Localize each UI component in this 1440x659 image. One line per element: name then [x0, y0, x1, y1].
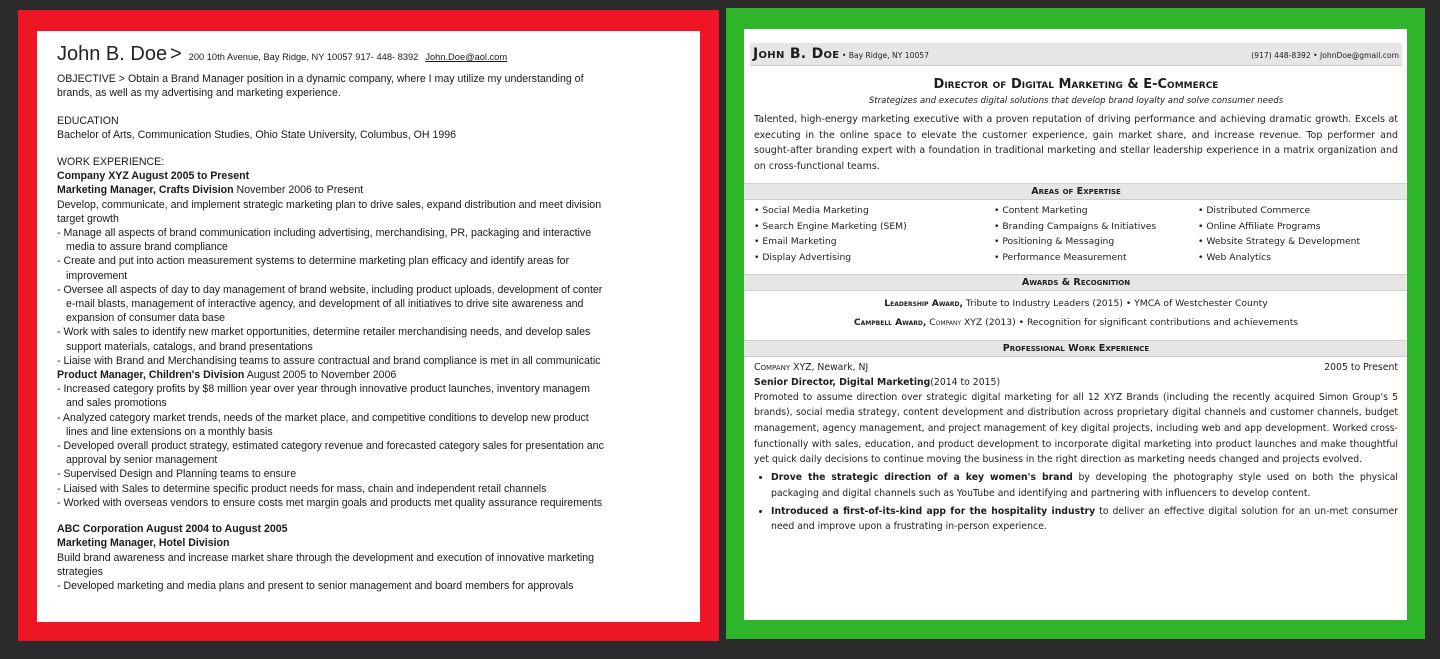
list-item	[57, 254, 697, 282]
text-line: - Liaise with Brand and Merchandising teams to assure contractual and brand compliance is met in all communicatic	[57, 354, 601, 367]
areas-column	[754, 203, 994, 266]
left-arrow: >	[170, 43, 182, 65]
list-item	[57, 283, 697, 326]
text-line: support materials, catalogs, and brand presentations	[66, 340, 313, 353]
right-location: • Bay Ridge, NY 10057	[839, 51, 929, 60]
award-2-company: Company	[926, 316, 962, 328]
text-line: - Analyzed category market trends, needs of the market place, and competitive conditions to develop new product	[57, 411, 589, 424]
text-line: e-mail blasts, management of interactive agency, and development of all initiatives to drive site awareness and	[66, 298, 584, 311]
award-1-name: Leadership Award,	[884, 297, 963, 309]
right-company-sc: Company	[754, 361, 791, 373]
list-item	[57, 226, 697, 254]
text-line: - Supervised Design and Planning teams to ensure	[57, 468, 297, 481]
awards-heading: Awards & Recognition	[744, 274, 1407, 291]
bad-resume-page	[37, 31, 700, 622]
left-role-1-bullets	[57, 226, 697, 368]
award-1	[754, 294, 1398, 313]
award-2-text: XYZ (2013) • Recognition for significant contributions and achievements	[961, 316, 1299, 328]
good-resume-frame	[726, 8, 1425, 639]
text-line: - Work with sales to identify new market opportunities, determine retailer merchandising needs, and develop sales	[57, 326, 591, 339]
list-item: • Performance Measurement	[994, 251, 1127, 263]
list-item	[771, 504, 1398, 535]
left-role-3-title: Marketing Manager, Hotel Division	[57, 537, 230, 550]
left-role-2-title: Product Manager, Children's Division	[57, 369, 245, 382]
list-item	[57, 467, 697, 481]
right-role-row	[754, 375, 1398, 390]
list-item: • Email Marketing	[754, 236, 837, 248]
left-role-2-dates: August 2005 to November 2006	[244, 369, 397, 382]
award-2	[754, 313, 1398, 332]
left-education-heading: EDUCATION	[57, 114, 119, 127]
list-item	[57, 354, 697, 368]
text-line: - Worked with overseas vendors to ensure costs met margin goals and products met quality assurance requirements	[57, 496, 603, 509]
text-line: target growth	[57, 212, 119, 225]
left-header	[57, 43, 700, 65]
text-line: and sales promotions	[66, 397, 167, 410]
text-line: - Create and put into action measurement systems to determine marketing plan efficacy and identify areas for	[57, 255, 570, 268]
text-line: lines and line extensions on a monthly basis	[66, 425, 273, 438]
right-summary: Talented, high-energy marketing executive with a proven reputation of driving performance and achieving dramatic growth. Excels at executing in the online space to elevate the customer experience, gain market share, and increase revenue. Top performer and sought-after branding expert with a foundation in traditional marketing and stellar leadership experience in a matrix organization and on cross-functional teams.	[754, 114, 1398, 173]
list-item: • Positioning & Messaging	[994, 236, 1115, 248]
right-name: John B. Doe	[753, 46, 840, 62]
list-item	[57, 325, 697, 353]
list-item: • Web Analytics	[1198, 251, 1272, 263]
bullet-1-bold: Drove the strategic direction of a key women's brand	[771, 472, 1073, 484]
left-role-3-intro	[57, 551, 697, 579]
right-phone-email: (917) 448-8392 • JohnDoe@gmail.com	[1251, 51, 1399, 60]
text-line: strategies	[57, 565, 103, 578]
bullet-1-text: by developing the photography style used on both the physical packaging and digital channels such as YouTube and identifying and partnering with influencers to develop content.	[771, 472, 1398, 499]
right-company-row	[754, 360, 1398, 375]
award-1-text: Tribute to Industry Leaders (2015) • YMCA of Westchester County	[962, 297, 1268, 309]
right-name-block	[753, 43, 929, 67]
right-company-rest: XYZ, Newark, NJ	[790, 361, 869, 373]
left-email-link[interactable]: John.Doe@aol.com	[425, 52, 508, 62]
good-resume-page	[744, 29, 1407, 620]
left-role-1-title: Marketing Manager, Crafts Division	[57, 184, 234, 197]
list-item: • Distributed Commerce	[1198, 204, 1311, 216]
text-line: approval by senior management	[66, 454, 218, 467]
experience-heading: Professional Work Experience	[744, 340, 1407, 357]
areas-column	[994, 203, 1198, 266]
list-item: • Website Strategy & Development	[1198, 236, 1361, 248]
text-line: expansion of consumer data base	[66, 312, 226, 325]
bad-resume-frame	[18, 10, 719, 641]
right-company-dates: 2005 to Present	[1324, 361, 1398, 373]
right-role-title: Senior Director, Digital Marketing	[754, 376, 931, 388]
text-line: - Developed overall product strategy, estimated category revenue and forecasted category sales for presentation anc	[57, 440, 604, 453]
right-title: Director of Digital Marketing & E-Commerce	[933, 77, 1219, 92]
right-tagline: Strategizes and executes digital solutions that develop brand loyalty and solve consumer needs	[868, 96, 1284, 106]
left-work-heading: WORK EXPERIENCE:	[57, 156, 165, 169]
text-line: media to assure brand compliance	[66, 241, 228, 254]
left-education: Bachelor of Arts, Communication Studies, Ohio State University, Columbus, OH 1996	[57, 128, 457, 141]
right-company	[754, 360, 868, 375]
list-item: • Social Media Marketing	[754, 204, 869, 216]
areas-heading: Areas of Expertise	[744, 183, 1407, 200]
left-role-1	[57, 183, 697, 197]
list-item: • Content Marketing	[994, 204, 1088, 216]
list-item	[771, 470, 1398, 501]
text-line: improvement	[66, 269, 128, 282]
list-item: - Developed marketing and media plans and present to senior management and board members for approvals	[57, 579, 574, 592]
left-role-1-dates: November 2006 to Present	[233, 184, 364, 197]
text-line: - Liaised with Sales to determine specific product needs for mass, chain and independent retail channels	[57, 482, 547, 495]
text-line: Build brand awareness and increase market share through the development and execution of innovative marketing	[57, 551, 595, 564]
right-achievements	[754, 470, 1398, 535]
list-item	[57, 411, 697, 439]
list-item	[57, 482, 697, 496]
text-line: - Manage all aspects of brand communication including advertising, merchandising, PR, packaging and interactive	[57, 227, 592, 240]
right-role-dates: (2014 to 2015)	[930, 376, 1001, 388]
right-header	[750, 43, 1402, 66]
award-2-name: Campbell Award,	[853, 316, 927, 328]
left-company-2: ABC Corporation August 2004 to August 2005	[57, 523, 288, 536]
left-role-1-intro	[57, 198, 697, 226]
list-item: • Branding Campaigns & Initiatives	[994, 220, 1157, 232]
left-contact: 200 10th Avenue, Bay Ridge, NY 10057 917- 448- 8392	[188, 52, 419, 62]
list-item: • Online Affiliate Programs	[1198, 220, 1321, 232]
text-line: Develop, communicate, and implement strategic marketing plan to drive sales, expand distribution and meet division	[57, 198, 602, 211]
left-objective-line: OBJECTIVE > Obtain a Brand Manager position in a dynamic company, where I may utilize my understanding of	[57, 73, 584, 86]
text-line: - Increased category profits by $8 million year over year through innovative product launches, inventory managem	[57, 383, 590, 396]
areas-grid	[754, 203, 1398, 266]
left-name: John B. Doe	[57, 43, 168, 65]
left-role-2	[57, 368, 697, 382]
left-objective	[57, 72, 697, 100]
list-item: • Search Engine Marketing (SEM)	[754, 220, 907, 232]
list-item	[57, 496, 697, 510]
left-role-2-bullets	[57, 382, 697, 510]
list-item	[57, 382, 697, 410]
text-line: - Oversee all aspects of day to day management of brand website, including product uploads, development of conter	[57, 283, 603, 296]
list-item: • Display Advertising	[754, 251, 852, 263]
list-item	[57, 439, 697, 467]
right-role-description: Promoted to assume direction over strategic digital marketing for all 12 XYZ Brands (including the recently acquired Simon Group's 5 brands), social media strategy, content development and distribution across proprietary digital channels and customer channels, budget management, agency management, and project management of key digital projects, including web and app development. Worked cross-functionally with sales, education, and product development to incorporate digital marketing into product launches and make thoughtful yet quick daily decisions to continue moving the business in the right direction as marketing needs changed and projects evolved.	[754, 391, 1398, 466]
bullet-2-bold: Introduced a first-of-its-kind app for the hospitality industry	[771, 505, 1096, 517]
areas-column	[1198, 203, 1398, 266]
left-company-1: Company XYZ August 2005 to Present	[57, 170, 250, 183]
left-objective-line: brands, as well as my advertising and marketing experience.	[57, 87, 341, 100]
bullet-2-text: to deliver an effective digital solution for an un-met consumer need and improve upon a frustrating in-person experience.	[771, 505, 1398, 533]
